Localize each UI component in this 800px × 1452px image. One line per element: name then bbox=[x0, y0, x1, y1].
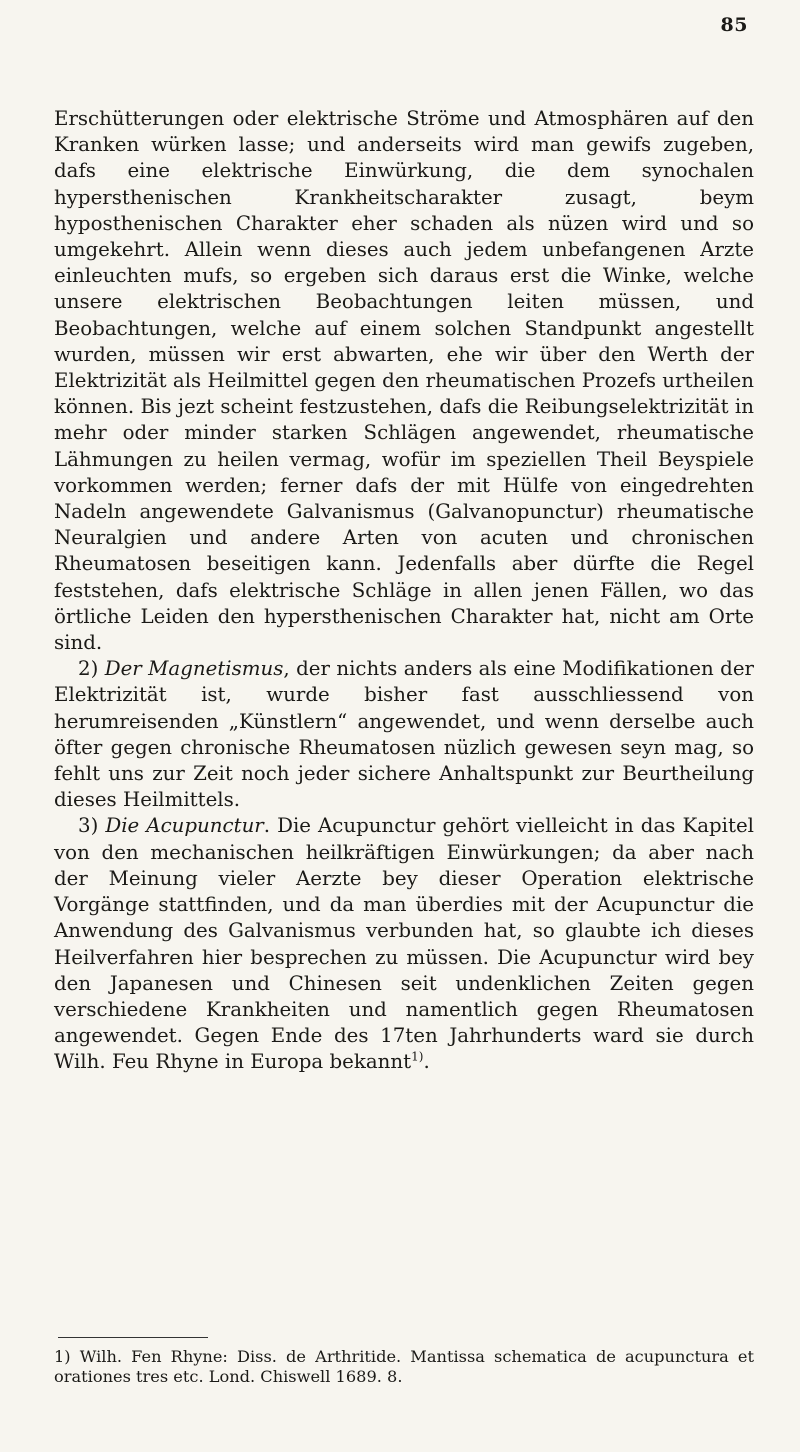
paragraph-1: Erschütterungen oder elektrische Ströme und Atmosphären auf den Kranken würken lasse; und anderseits wird man gewifs zugeben, dafs eine elektrische Einwürkung, die dem synochalen hypersthenischen Krankheitscharakter zusagt, beym hyposthenischen Charakter eher schaden als nüzen wird und so umgekehrt. Allein wenn dieses auch jedem unbefangenen Arzte einleuchten mufs, so ergeben sich daraus erst die Winke, welche unsere elektrischen Beobachtungen leiten müssen, und Beobachtungen, welche auf einem solchen Standpunkt angestellt wurden, müssen wir erst abwarten, ehe wir über den Werth der Elektrizität als Heilmittel gegen den rheumatischen Prozefs urtheilen können. Bis jezt scheint festzustehen, dafs die Reibungselektrizität in mehr oder minder starken Schlägen angewendet, rheumatische Lähmungen zu heilen vermag, wofür im speziellen Theil Beyspiele vorkommen werden; ferner dafs der mit Hülfe von eingedrehten Nadeln angewendete Galvanismus (Galvanopunctur) rheumatische Neuralgien und andere Arten von acuten und chronischen Rheumatosen beseitigen kann. Jedenfalls aber dürfte die Regel feststehen, dafs elektrische Schläge in allen jenen Fällen, wo das örtliche Leiden den hypersthenischen Charakter hat, nicht am Orte sind. bbox=[54, 107, 754, 655]
section-label: Der Magnetismus bbox=[104, 657, 284, 681]
paragraph-2 bbox=[54, 656, 754, 813]
paragraph-3 bbox=[54, 813, 754, 1075]
paragraph-2-text: , der nichts anders als eine Modifikationen der Elektrizität ist, wurde bisher fast ausschliessend von herumreisenden „Künstlern“ angewendet, und wenn derselbe auch öfter gegen chronische Rheumatosen nüzlich gewesen seyn mag, so fehlt uns zur Zeit noch jeder sichere Anhaltspunkt zur Beurtheilung dieses Heilmittels. bbox=[54, 657, 754, 812]
section-label: Die Acupunctur bbox=[105, 814, 264, 838]
footnote-divider bbox=[58, 1337, 208, 1338]
paragraph-3-text: . Die Acupunctur gehört vielleicht in das Kapitel von den mechanischen heilkräftigen Einwürkungen; da aber nach der Meinung vieler Aerzte bey dieser Operation elektrische Vorgänge stattfinden, und da man überdies mit der Acupunctur die Anwendung des Galvanismus verbunden hat, so glaubte ich dieses Heilverfahren hier besprechen zu müssen. Die Acupunctur wird bey den Japanesen und Chinesen seit undenklichen Zeiten gegen verschiedene Krankheiten und namentlich gegen Rheumatosen angewendet. Gegen Ende des 17ten Jahrhunderts ward sie durch Wilh. Feu Rhyne in Europa bekannt bbox=[54, 814, 754, 1074]
item-number: 2) bbox=[78, 657, 99, 681]
paragraph-3-tail: . bbox=[423, 1050, 430, 1074]
item-number: 3) bbox=[78, 814, 99, 838]
footnote-reference: 1) bbox=[411, 1049, 424, 1064]
footnote-marker: 1) bbox=[54, 1347, 71, 1366]
footnote-text: Wilh. Fen Rhyne: Diss. de Arthritide. Mantissa schematica de acupunctura et orationes tres etc. Lond. Chiswell 1689. 8. bbox=[54, 1347, 754, 1386]
page-number: 85 bbox=[720, 14, 748, 36]
main-text bbox=[54, 106, 754, 1076]
footnote bbox=[54, 1347, 754, 1387]
